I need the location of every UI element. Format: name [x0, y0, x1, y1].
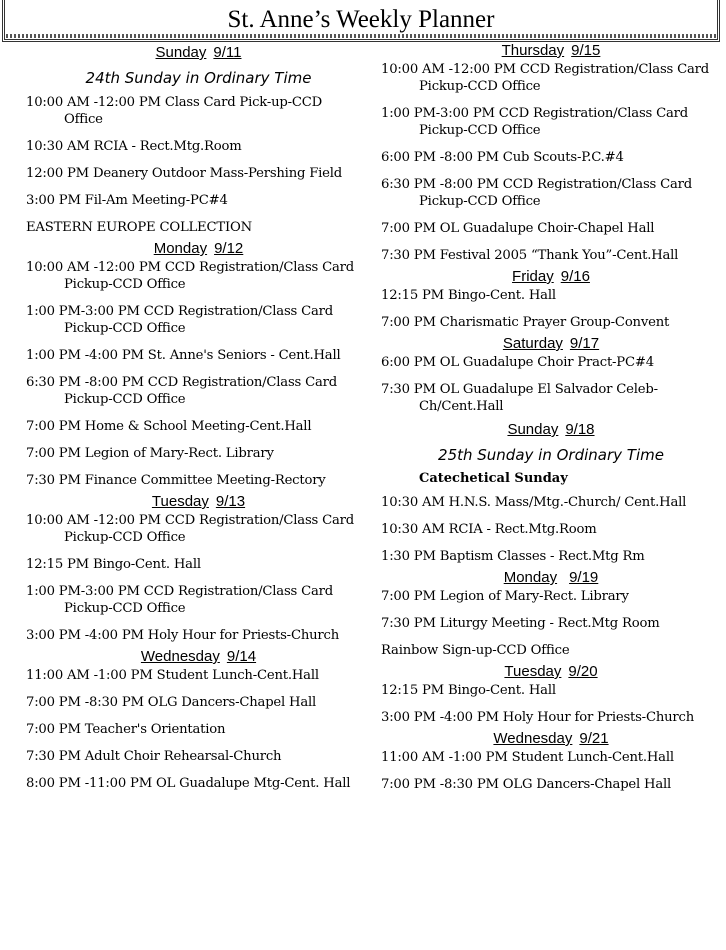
planner-header	[2, 0, 720, 42]
event-item: 6:30 PM -8:00 PM CCD Registration/Class Card Pickup-CCD Office	[26, 375, 337, 407]
event-item: 6:30 PM -8:00 PM CCD Registration/Class Card Pickup-CCD Office	[381, 177, 692, 209]
event-item: 10:30 AM RCIA - Rect.Mtg.Room	[381, 522, 597, 537]
event-item: 7:00 PM -8:30 PM OLG Dancers-Chapel Hall	[26, 695, 317, 710]
day-date: 9/17	[569, 335, 600, 352]
liturgical-title: 25th Sunday in Ordinary Time	[438, 446, 664, 464]
day-heading	[381, 42, 721, 60]
event-item: 7:00 PM Legion of Mary-Rect. Library	[26, 446, 274, 461]
event-item: 3:00 PM Fil-Am Meeting-PC#4	[26, 193, 228, 208]
event-item: 8:00 PM -11:00 PM OL Guadalupe Mtg-Cent. Hall	[26, 776, 351, 791]
event-item: 6:00 PM OL Guadalupe Choir Pract-PC#4	[381, 355, 654, 370]
day-heading	[26, 240, 371, 258]
day-name: Monday	[503, 569, 558, 586]
day-date: 9/12	[214, 240, 244, 257]
day-heading	[381, 335, 721, 353]
day-name: Tuesday	[504, 663, 562, 680]
day-heading	[381, 268, 721, 286]
event-item: 10:30 AM H.N.S. Mass/Mtg.-Church/ Cent.Hall	[381, 495, 687, 510]
event-item: 7:00 PM Teacher's Orientation	[26, 722, 226, 737]
left-column	[26, 44, 371, 802]
event-item: 12:15 PM Bingo-Cent. Hall	[381, 683, 556, 698]
day-name: Saturday	[502, 335, 563, 352]
event-item: 7:30 PM Liturgy Meeting - Rect.Mtg Room	[381, 616, 660, 631]
day-date: 9/21	[579, 730, 609, 747]
event-item: Rainbow Sign-up-CCD Office	[381, 643, 570, 658]
event-item: EASTERN EUROPE COLLECTION	[26, 220, 252, 235]
event-item: 7:30 PM Finance Committee Meeting-Rectory	[26, 473, 326, 488]
event-item: 10:30 AM RCIA - Rect.Mtg.Room	[26, 139, 242, 154]
event-item: 7:00 PM OL Guadalupe Choir-Chapel Hall	[381, 221, 655, 236]
event-item: 7:00 PM Legion of Mary-Rect. Library	[381, 589, 629, 604]
day-name: Friday	[512, 268, 554, 285]
day-heading	[381, 569, 721, 587]
event-item: 7:30 PM Festival 2005 “Thank You”-Cent.Hall	[381, 248, 679, 263]
event-item: 12:00 PM Deanery Outdoor Mass-Pershing Field	[26, 166, 343, 181]
day-heading	[381, 421, 721, 439]
event-item: 10:00 AM -12:00 PM Class Card Pick-up-CCD Office	[26, 95, 362, 127]
day-date: 9/16	[560, 268, 590, 285]
day-name: Sunday	[155, 44, 207, 61]
day-date: 9/11	[213, 44, 242, 61]
event-item: 11:00 AM -1:00 PM Student Lunch-Cent.Hall	[26, 668, 319, 683]
day-date: 9/20	[568, 663, 598, 680]
liturgical-title: 24th Sunday in Ordinary Time	[85, 69, 312, 87]
event-item: 12:15 PM Bingo-Cent. Hall	[26, 557, 201, 572]
event-item: 1:30 PM Baptism Classes - Rect.Mtg Rm	[381, 549, 645, 564]
event-item: 7:30 PM Adult Choir Rehearsal-Church	[26, 749, 282, 764]
event-item: 7:00 PM -8:30 PM OLG Dancers-Chapel Hall	[381, 777, 672, 792]
event-item: 11:00 AM -1:00 PM Student Lunch-Cent.Hall	[381, 750, 674, 765]
page-title: St. Anne’s Weekly Planner	[227, 6, 495, 33]
event-item: 7:00 PM Home & School Meeting-Cent.Hall	[26, 419, 312, 434]
event-item: 7:00 PM Charismatic Prayer Group-Convent	[381, 315, 670, 330]
day-date: 9/14	[226, 648, 257, 665]
day-name: Sunday	[507, 421, 559, 438]
day-date: 9/13	[215, 493, 246, 510]
event-item: 10:00 AM -12:00 PM CCD Registration/Class Card Pickup-CCD Office	[26, 513, 354, 545]
event-item: 10:00 AM -12:00 PM CCD Registration/Class Card Pickup-CCD Office	[381, 62, 709, 94]
day-name: Thursday	[501, 42, 565, 59]
observance-note: Catechetical Sunday	[419, 471, 568, 486]
day-heading	[26, 493, 371, 511]
day-heading	[26, 44, 371, 62]
event-item: 12:15 PM Bingo-Cent. Hall	[381, 288, 556, 303]
event-item: 10:00 AM -12:00 PM CCD Registration/Class Card Pickup-CCD Office	[26, 260, 354, 292]
event-item: 3:00 PM -4:00 PM Holy Hour for Priests-Church	[381, 710, 694, 725]
day-date: 9/15	[571, 42, 601, 59]
event-item: 7:30 PM OL Guadalupe El Salvador Celeb-Ch/Cent.Hall	[381, 382, 658, 414]
day-heading	[26, 648, 371, 666]
day-name: Wednesday	[140, 648, 220, 665]
day-heading	[381, 663, 721, 681]
event-item: 6:00 PM -8:00 PM Cub Scouts-P.C.#4	[381, 150, 624, 165]
day-name: Tuesday	[151, 493, 209, 510]
day-heading	[381, 730, 721, 748]
day-date: 9/18	[565, 421, 595, 438]
event-item: 1:00 PM-3:00 PM CCD Registration/Class Card Pickup-CCD Office	[26, 304, 333, 336]
day-name: Monday	[153, 240, 208, 257]
event-item: 1:00 PM-3:00 PM CCD Registration/Class Card Pickup-CCD Office	[26, 584, 333, 616]
event-item: 3:00 PM -4:00 PM Holy Hour for Priests-Church	[26, 628, 339, 643]
day-name: Wednesday	[493, 730, 573, 747]
event-item: 1:00 PM -4:00 PM St. Anne's Seniors - Cent.Hall	[26, 348, 341, 363]
day-date: 9/19	[569, 569, 599, 586]
right-column	[381, 42, 721, 803]
event-item: 1:00 PM-3:00 PM CCD Registration/Class Card Pickup-CCD Office	[381, 106, 688, 138]
